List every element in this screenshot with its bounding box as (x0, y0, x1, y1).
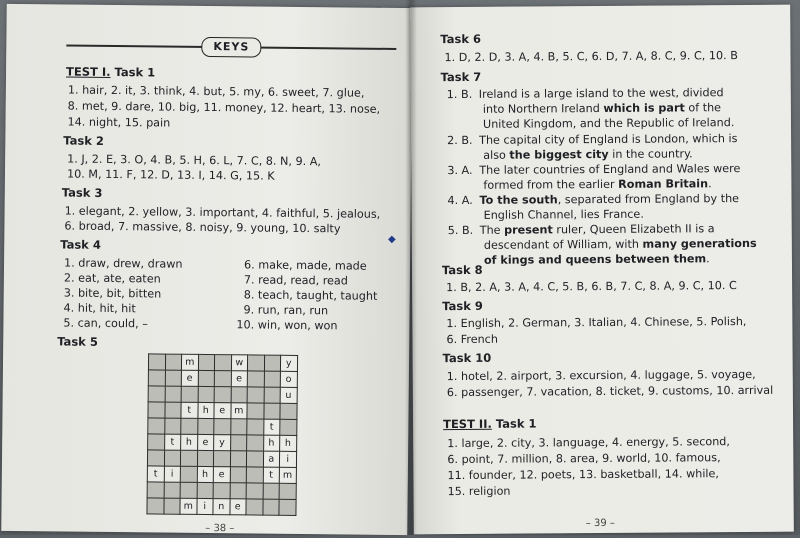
crossword-cell (147, 482, 164, 498)
crossword-cell: w (231, 355, 248, 371)
crossword-cell: h (197, 466, 214, 482)
right-page (410, 5, 794, 535)
task7-item-number: 5. B. (447, 223, 474, 238)
crossword-cell (247, 403, 264, 419)
task7-text-segment: many generations (642, 236, 757, 251)
crossword-cell: h (263, 435, 280, 451)
blue-dot-mark: ◆ (388, 234, 396, 245)
task7-text-segment: formed from the earlier (483, 177, 619, 192)
crossword-cell: y (280, 355, 297, 371)
task7-answer-line (479, 85, 724, 102)
task7-answer-line (483, 176, 711, 193)
crossword-cell (180, 450, 197, 466)
task7-text-segment: of the (684, 101, 722, 115)
crossword-cell: h (181, 434, 198, 450)
crossword-cell: h (280, 435, 297, 451)
crossword-cell: u (280, 387, 297, 403)
crossword-cell (231, 387, 248, 403)
crossword-cell (247, 355, 264, 371)
task4-item: 5. can, could, – (63, 316, 148, 331)
task7-text-segment: descendant of William, with (483, 237, 643, 252)
crossword-cell (263, 403, 280, 419)
task10-line: 1. hotel, 2. airport, 3. excursion, 4. luggage, 5. voyage, (446, 367, 756, 384)
task4-item: 10. win, won, won (236, 318, 338, 333)
task7-answer-line (480, 221, 715, 238)
task4-item: 6. make, made, made (243, 258, 367, 273)
task4-item: 3. bite, bit, bitten (63, 286, 162, 301)
crossword-cell (197, 418, 214, 434)
crossword-cell (279, 483, 296, 499)
task7-text-segment: the biggest city (509, 147, 609, 162)
crossword-cell (213, 483, 230, 499)
crossword-cell (180, 482, 197, 498)
crossword-cell (246, 451, 263, 467)
task1-line: 14. night, 15. pain (67, 115, 171, 130)
crossword-cell: a (263, 451, 280, 467)
task7-answer-line (484, 251, 710, 268)
task4-item: 4. hit, hit, hit (63, 301, 136, 316)
task7-answer-line (484, 236, 757, 253)
crossword-cell (164, 402, 181, 418)
task8-line: 1. B, 2. A, 3. A, 4. C, 5. B, 6. B, 7. C, 8. A, 9. C, 10. C (446, 279, 737, 295)
crossword-cell: m (180, 498, 197, 514)
crossword-cell (214, 355, 231, 371)
task4-heading: Task 4 (60, 237, 101, 252)
task10-heading: Task 10 (442, 350, 492, 366)
task2-line: 10. M, 11. F, 12. D, 13. I, 14. G, 15. K (66, 167, 275, 183)
task2-heading: Task 2 (63, 133, 105, 148)
task7-text-segment: . (706, 252, 710, 266)
task7-text-segment: To the south (479, 193, 558, 207)
crossword-cell: e (231, 371, 248, 387)
task7-text-segment: in the country. (608, 147, 693, 161)
task2-line: 1. J, 2. E, 3. O, 4. B, 5. H, 6. L, 7. C, 8. N, 9. A, (67, 152, 322, 169)
crossword-cell (148, 418, 165, 434)
crossword-cell: e (229, 498, 246, 514)
crossword-cell (230, 435, 247, 451)
task7-text-segment: Roman Britain (618, 177, 709, 191)
crossword-cell (280, 403, 297, 419)
crossword-cell (230, 451, 247, 467)
task7-answer-line (483, 146, 693, 162)
crossword-cell (264, 371, 281, 387)
crossword-cell (181, 418, 198, 434)
task7-item-number: 3. A. (447, 163, 473, 178)
crossword-cell: i (279, 451, 296, 467)
crossword-cell: m (181, 354, 198, 370)
crossword-cell: t (147, 466, 164, 482)
crossword-cell: e (181, 370, 198, 386)
book-gutter (405, 0, 417, 535)
task4-item: 7. read, read, read (243, 273, 349, 288)
crossword-cell: i (164, 466, 181, 482)
keys-label: KEYS (201, 37, 261, 58)
crossword-cell (148, 402, 165, 418)
crossword-cell: h (197, 402, 214, 418)
crossword-cell (198, 386, 215, 402)
page-number: – 39 – (585, 517, 615, 530)
crossword-cell (247, 419, 264, 435)
task7-text-segment: into Northern Ireland (482, 101, 604, 116)
crossword-cell: t (164, 434, 181, 450)
crossword-cell (148, 434, 165, 450)
crossword-cell (147, 450, 164, 466)
crossword-cell (180, 466, 197, 482)
crossword-row (147, 466, 296, 484)
crossword-cell (247, 371, 264, 387)
crossword-cell (214, 419, 231, 435)
task7-answer-line (484, 207, 644, 223)
crossword-cell (163, 498, 180, 514)
task7-item-number: 2. B. (447, 133, 473, 148)
crossword-cell (280, 419, 297, 435)
test2-task1-line: 6. point, 7. million, 8. area, 9. world, 10. famous, (447, 451, 721, 467)
crossword-cell (230, 483, 247, 499)
task8-heading: Task 8 (441, 262, 483, 278)
task9-line: 1. English, 2. German, 3. Italian, 4. Chinese, 5. Polish, (446, 314, 747, 331)
crossword-cell: m (230, 403, 247, 419)
crossword-cell (246, 483, 263, 499)
task7-text-segment: , separated from England by the (557, 192, 740, 207)
test1-title: TEST I. (65, 64, 111, 79)
task7-text-segment: United Kingdom, and the Republic of Ireland. (482, 116, 735, 131)
task7-text-segment: present (504, 223, 553, 237)
crossword-cell (230, 467, 247, 483)
task7-text-segment: which is part (603, 101, 685, 115)
crossword-cell: e (214, 403, 231, 419)
crossword-cell (148, 370, 165, 386)
crossword-cell (197, 450, 214, 466)
crossword-cell: e (197, 434, 214, 450)
crossword-cell (264, 387, 281, 403)
test2-task1-line: 11. founder, 12. poets, 13. basketball, 14. while, (447, 467, 720, 483)
crossword-cell (181, 386, 198, 402)
task1-line: 8. met, 9. dare, 10. big, 11. money, 12. heart, 13. nose, (67, 99, 381, 116)
crossword-cell (279, 499, 296, 515)
crossword-cell: e (213, 467, 230, 483)
task3-line: 6. broad, 7. massive, 8. noisy, 9. young, 10. salty (64, 219, 341, 236)
crossword-cell (230, 419, 247, 435)
crossword-cell (264, 355, 281, 371)
crossword-cell: n (213, 498, 230, 514)
task3-heading: Task 3 (61, 185, 103, 200)
crossword-cell: t (263, 419, 280, 435)
crossword-row (148, 418, 297, 436)
task3-line: 1. elegant, 2. yellow, 3. important, 4. faithful, 5. jealous, (64, 204, 381, 221)
crossword-cell (165, 370, 182, 386)
crossword-cell (246, 467, 263, 483)
task6-line: 1. D, 2. D, 3. A, 4. B, 5. C, 6. D, 7. A, 8. C, 9. C, 10. B (444, 49, 738, 65)
crossword-row (148, 354, 297, 372)
task7-text-segment: English Channel, lies France. (483, 207, 644, 222)
crossword-cell (164, 450, 181, 466)
task4-item: 8. teach, taught, taught (243, 288, 378, 303)
crossword-cell (197, 482, 214, 498)
crossword-cell (213, 451, 230, 467)
crossword-row (148, 402, 297, 420)
crossword-cell: t (263, 467, 280, 483)
task6-heading: Task 6 (440, 31, 482, 47)
crossword-cell (198, 370, 215, 386)
task7-item-number: 1. B. (446, 87, 473, 102)
crossword-cell (247, 435, 264, 451)
task7-answer-line (479, 191, 739, 208)
task4-item: 1. draw, drew, drawn (63, 256, 183, 271)
task7-item-number: 4. A. (447, 193, 473, 208)
task7-text-segment: . (708, 177, 712, 191)
crossword-cell: m (279, 467, 296, 483)
crossword-cell: o (280, 371, 297, 387)
task10-line: 6. passenger, 7. vacation, 8. ticket, 9. customs, 10. arrival (446, 383, 774, 400)
crossword-cell (262, 499, 279, 515)
task7-answer-line (479, 131, 737, 148)
crossword-cell (165, 386, 182, 402)
task7-text-segment: Ireland is a large island to the west, divided (478, 86, 724, 101)
test2-task1-title: Task 1 (495, 416, 537, 431)
test2-task1-line: 1. large, 2. city, 3. language, 4. energy, 5. second, (447, 435, 731, 451)
crossword-cell (147, 497, 164, 513)
task7-text-segment: ruler, Queen Elizabeth II is a (552, 222, 715, 237)
crossword-cell (148, 386, 165, 402)
task4-item: 2. eat, ate, eaten (63, 271, 161, 286)
crossword-cell (198, 354, 215, 370)
task7-text-segment: The later countries of England and Wales were (479, 162, 741, 177)
task7-text-segment: of kings and queens between them (483, 252, 707, 267)
test1-heading (66, 65, 155, 81)
left-page (1, 4, 412, 535)
crossword-grid (146, 353, 297, 515)
crossword-cell (164, 482, 181, 498)
crossword-row (147, 497, 296, 515)
crossword-cell (247, 387, 264, 403)
crossword-row (148, 386, 297, 404)
task7-text-segment: The capital city of England is London, which is (479, 132, 738, 147)
task7-answer-line (483, 115, 734, 132)
task7-heading: Task 7 (440, 69, 482, 85)
crossword-cell (263, 483, 280, 499)
crossword-row (148, 370, 297, 388)
task1-title: Task 1 (114, 65, 156, 80)
task4-item: 9. run, ran, run (243, 303, 329, 318)
task9-line: 6. French (446, 332, 498, 347)
task7-answer-line (483, 100, 721, 117)
task9-heading: Task 9 (442, 298, 483, 314)
crossword-row (147, 482, 296, 499)
crossword-row (147, 450, 296, 468)
crossword-cell (246, 499, 263, 515)
crossword-cell (165, 354, 182, 370)
crossword-cell: t (181, 402, 198, 418)
crossword-cell (148, 354, 165, 370)
test2-heading (443, 416, 537, 432)
test2-task1-line: 15. religion (447, 484, 511, 499)
crossword-cell: y (214, 435, 231, 451)
crossword-cell (214, 387, 231, 403)
page-number: – 38 – (205, 522, 235, 535)
crossword-cell: i (196, 498, 213, 514)
task7-text-segment: The (479, 223, 505, 237)
task7-text-segment: also (483, 148, 510, 162)
test2-title: TEST II. (443, 416, 492, 432)
crossword-row (148, 434, 297, 452)
task5-heading: Task 5 (57, 334, 98, 349)
crossword-cell (214, 371, 231, 387)
task1-line: 1. hair, 2. it, 3. think, 4. but, 5. my, 6. sweet, 7. glue, (67, 83, 365, 100)
crossword-cell (164, 418, 181, 434)
